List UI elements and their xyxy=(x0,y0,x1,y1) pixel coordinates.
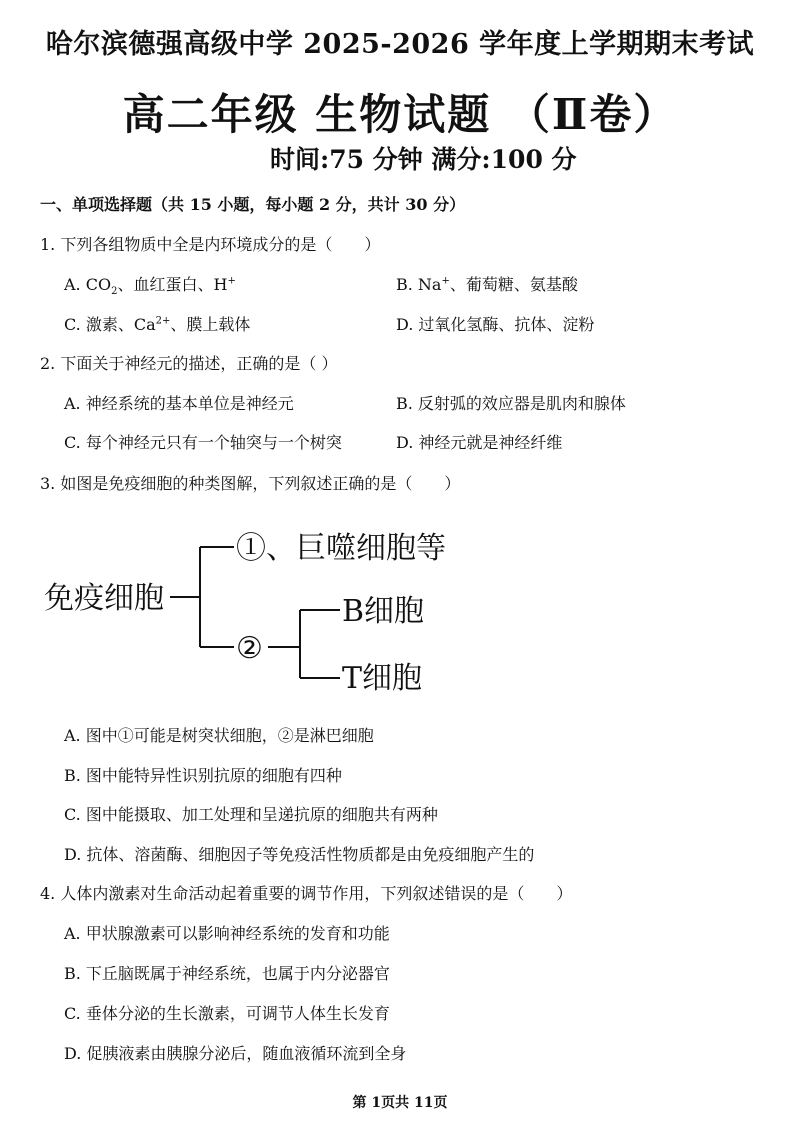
q3-option-a: A. 图中①可能是树突状细胞，②是淋巴细胞 xyxy=(64,726,374,745)
q1-option-a: A. $CO_2$、血红蛋白、H+ xyxy=(64,275,236,298)
diagram-branch-2: ② xyxy=(236,631,263,666)
q4-option-b: B. 下丘脑既属于神经系统，也属于内分泌器官 xyxy=(64,964,390,983)
q4-option-c: C. 垂体分泌的生长激素，可调节人体生长发育 xyxy=(64,1004,390,1023)
q3-option-d: D. 抗体、溶菌酶、细胞因子等免疫活性物质都是由免疫细胞产生的 xyxy=(64,845,535,864)
question-2-stem: 2. 下面关于神经元的描述，正确的是（ ） xyxy=(40,354,338,373)
question-3-stem: 3. 如图是免疫细胞的种类图解，下列叙述正确的是（ ） xyxy=(40,474,461,493)
q2-option-b: B. 反射弧的效应器是肌肉和腺体 xyxy=(396,394,626,413)
immune-cell-diagram xyxy=(0,510,800,710)
exam-title: 高二年级 生物试题 （Ⅱ卷） xyxy=(122,90,678,139)
section-heading: 一、单项选择题（共 15 小题，每小题 2 分，共计 30 分） xyxy=(40,195,466,214)
q2-option-a: A. 神经系统的基本单位是神经元 xyxy=(64,394,294,413)
q2-option-c: C. 每个神经元只有一个轴突与一个树突 xyxy=(64,433,342,452)
q4-option-a: A. 甲状腺激素可以影响神经系统的发育和功能 xyxy=(64,924,390,943)
diagram-sub-2: T细胞 xyxy=(342,661,423,696)
q1-option-b: B. Na+、葡萄糖、氨基酸 xyxy=(396,275,578,294)
question-1-stem: 1. 下列各组物质中全是内环境成分的是（ ） xyxy=(40,235,381,254)
q1-option-c: C. 激素、$Ca^{2+}$、膜上载体 xyxy=(64,315,251,334)
q2-option-d: D. 神经元就是神经纤维 xyxy=(396,433,563,452)
q3-option-c: C. 图中能摄取、加工处理和呈递抗原的细胞共有两种 xyxy=(64,805,438,824)
diagram-sub-1: B细胞 xyxy=(342,594,425,629)
q1-option-d: D. 过氧化氢酶、抗体、淀粉 xyxy=(396,315,595,334)
school-title: 哈尔滨德强高级中学 2025-2026 学年度上学期期末考试 xyxy=(45,29,755,60)
q3-option-b: B. 图中能特异性识别抗原的细胞有四种 xyxy=(64,766,342,785)
page-footer: 第 1页共 11页 xyxy=(352,1095,448,1111)
diagram-branch-1: ①、巨噬细胞等 xyxy=(236,531,446,566)
diagram-root-label: 免疫细胞 xyxy=(44,581,164,616)
q4-option-d: D. 促胰液素由胰腺分泌后，随血液循环流到全身 xyxy=(64,1044,407,1063)
question-4-stem: 4. 人体内激素对生命活动起着重要的调节作用，下列叙述错误的是（ ） xyxy=(40,884,573,903)
time-score: 时间:75 分钟 满分:100 分 xyxy=(270,145,577,174)
